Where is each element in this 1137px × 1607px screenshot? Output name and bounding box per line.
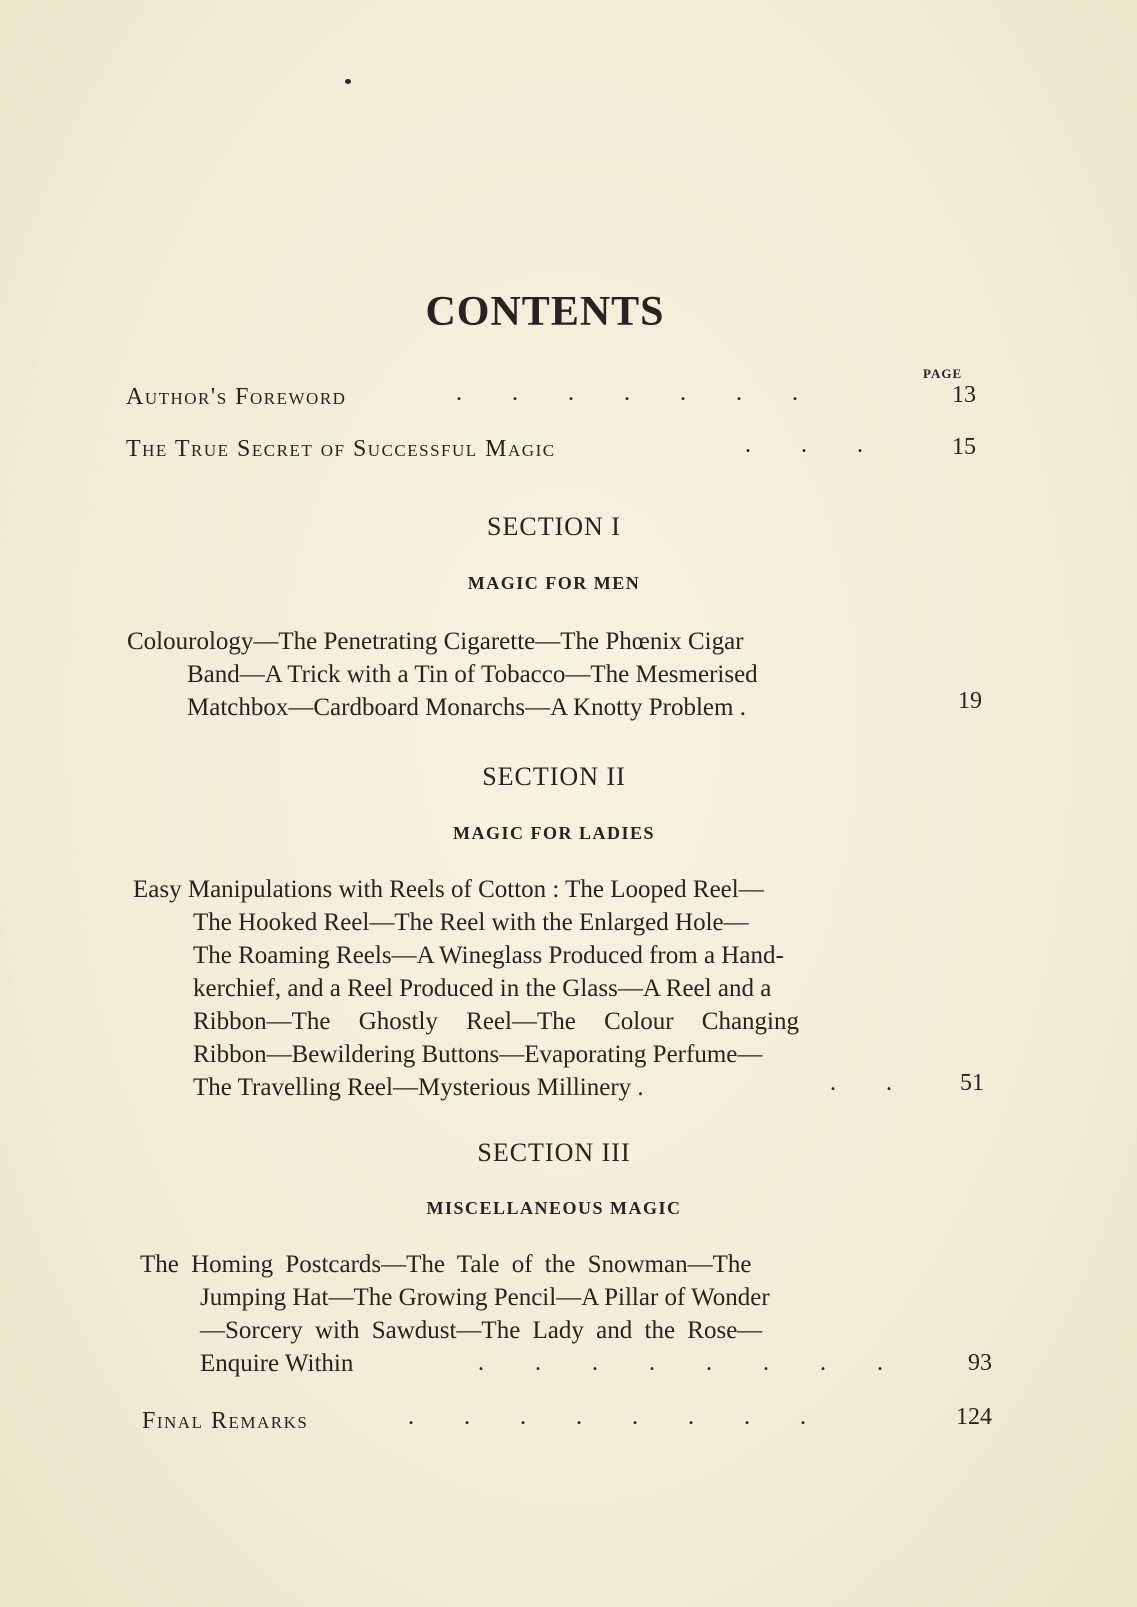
ink-speck bbox=[345, 79, 351, 84]
section-3-line: Jumping Hat—The Growing Pencil—A Pillar of Wonder bbox=[200, 1284, 770, 1311]
section-2-subheading: MAGIC FOR LADIES bbox=[452, 823, 655, 843]
toc-entry-final-remarks-dots: . . . . . . . . bbox=[408, 1404, 806, 1430]
section-1-line: Band—A Trick with a Tin of Tobacco—The Mesmerised bbox=[187, 661, 758, 688]
page-column-label: PAGE bbox=[923, 366, 963, 381]
section-1-contents bbox=[127, 625, 907, 724]
section-2-line: The Roaming Reels—A Wineglass Produced from a Hand- bbox=[193, 942, 784, 969]
section-2-dots: . . bbox=[830, 1070, 892, 1096]
section-2-line: kerchief, and a Reel Produced in the Glass—A Reel and a bbox=[193, 975, 772, 1002]
section-1-subheading: MAGIC FOR MEN bbox=[467, 573, 641, 593]
section-3-page: 93 bbox=[968, 1350, 992, 1376]
section-1-page: 19 bbox=[958, 688, 982, 714]
section-3-subheading: MISCELLANEOUS MAGIC bbox=[426, 1198, 682, 1218]
toc-entry-foreword-dots: . . . . . . . bbox=[456, 380, 798, 406]
toc-entry-true-secret-dots: . . . bbox=[745, 432, 863, 458]
section-2-line: Easy Manipulations with Reels of Cotton : The Looped Reel— bbox=[133, 876, 764, 903]
section-2-line: The Hooked Reel—The Reel with the Enlarged Hole— bbox=[193, 909, 749, 936]
section-1-heading: SECTION I bbox=[487, 512, 621, 541]
section-2-line: The Travelling Reel—Mysterious Millinery . bbox=[193, 1074, 644, 1101]
section-2-page: 51 bbox=[960, 1070, 984, 1096]
toc-entry-final-remarks-page: 124 bbox=[956, 1404, 992, 1430]
section-2-heading: SECTION II bbox=[482, 762, 626, 791]
toc-entry-true-secret-label: The True Secret of Successful Magic bbox=[126, 436, 556, 462]
page-title: CONTENTS bbox=[425, 289, 665, 335]
section-3-dots: . . . . . . . . bbox=[478, 1350, 883, 1376]
toc-entry-final-remarks-label: Final Remarks bbox=[142, 1408, 309, 1434]
section-3-line: —Sorcery with Sawdust—The Lady and the Rose— bbox=[200, 1317, 763, 1344]
section-2-line: Ribbon—The Ghostly Reel—The Colour Changing bbox=[193, 1008, 800, 1035]
section-1-line: Matchbox—Cardboard Monarchs—A Knotty Problem . bbox=[187, 694, 746, 721]
section-3-line: Enquire Within bbox=[200, 1350, 354, 1377]
section-3-line: The Homing Postcards—The Tale of the Snowman—The bbox=[140, 1251, 752, 1278]
section-3-heading: SECTION III bbox=[477, 1138, 631, 1167]
toc-entry-foreword-label: Author's Foreword bbox=[126, 384, 347, 410]
toc-entry-foreword-page: 13 bbox=[952, 382, 976, 408]
toc-entry-true-secret-page: 15 bbox=[952, 434, 976, 460]
section-2-line: Ribbon—Bewildering Buttons—Evaporating Perfume— bbox=[193, 1041, 763, 1068]
section-1-line: Colourology—The Penetrating Cigarette—The Phœnix Cigar bbox=[127, 628, 744, 655]
section-2-contents bbox=[133, 873, 913, 1104]
